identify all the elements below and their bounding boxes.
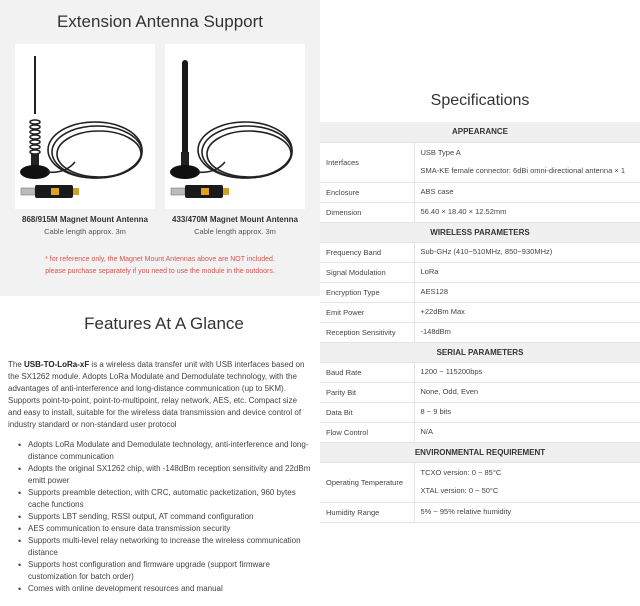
spec-value [414,362,640,382]
spec-value-line: TCXO version: 0 ~ 85°C [420,468,502,477]
table-row [320,382,640,402]
antenna-image-433 [165,44,305,209]
antenna-name: 868/915M Magnet Mount Antenna [22,215,148,224]
features-title: Features At A Glance [84,314,244,333]
spec-value [414,422,640,442]
spec-value-line: None, Odd, Even [420,387,479,396]
spec-section-header [320,122,640,142]
spec-key: Humidity Range [320,502,414,522]
spec-key: Reception Sensitivity [320,322,414,342]
spec-value [414,402,640,422]
spec-value-line: N/A [420,427,434,436]
spec-value-line: USB Type A [420,148,461,157]
spec-value [414,262,640,282]
spec-value-line: 56.40 × 18.40 × 12.52mm [420,207,507,216]
table-row [320,362,640,382]
specs-title: Specifications [430,92,530,109]
spec-value-line: ABS case [420,187,454,196]
antenna-card-868 [15,44,155,209]
spec-value-line: AES128 [420,287,449,296]
specs-table [320,122,640,523]
antenna-name: 433/470M Magnet Mount Antenna [172,215,298,224]
spec-section-header [320,442,640,462]
list-item: • Supports preamble detection, with CRC, automatic packetization, 960 bytes cache functions [20,487,320,511]
list-item: • Supports multi-level relay networking to increase the wireless communication distance [20,535,320,559]
antenna-caption-433 [165,215,305,236]
table-row [320,502,640,522]
spec-key: Emit Power [320,302,414,322]
spec-key: Encryption Type [320,282,414,302]
spec-value [414,502,640,522]
spec-section-title: ENVIRONMENTAL REQUIREMENT [320,442,640,462]
spec-value [414,242,640,262]
product-name: USB-TO-LoRa-xF [24,360,90,369]
spec-value [414,382,640,402]
note-line: please purchase separately if you need to use the module in the outdoors. [45,268,275,275]
spec-value-line: +22dBm Max [420,307,465,316]
antenna-cards [0,44,320,209]
table-row [320,302,640,322]
table-row [320,422,640,442]
antenna-card-433 [165,44,305,209]
list-item: • Supports host configuration and firmware upgrade (support firmware customization for batch order) [20,559,320,583]
antenna-captions [0,215,320,236]
spec-key: Interfaces [320,142,414,182]
antenna-note [0,254,320,278]
table-row [320,182,640,202]
spec-value [414,302,640,322]
spec-section-header [320,222,640,242]
list-item: • AES communication to ensure data transmission security [20,523,320,535]
list-item: • Adopts the original SX1262 chip, with -148dBm reception sensitivity and 22dBm emitt power [20,463,320,487]
spec-value [414,202,640,222]
spec-key: Signal Modulation [320,262,414,282]
spec-key: Frequency Band [320,242,414,262]
table-row [320,142,640,182]
spec-value-line: 1200 ~ 115200bps [420,367,483,376]
list-item: • Supports LBT sending, RSSI output, AT command configuration [20,511,320,523]
spec-key: Dimension [320,202,414,222]
spec-value-line: XTAL version: 0 ~ 50°C [420,486,499,495]
table-row [320,262,640,282]
table-row [320,282,640,302]
spec-key: Baud Rate [320,362,414,382]
spec-value [414,462,640,502]
table-row [320,462,640,502]
spec-value-line: 5% ~ 95% relative humidity [420,507,512,516]
table-row [320,202,640,222]
spec-key: Enclosure [320,182,414,202]
features-intro [8,359,320,431]
spec-value [414,282,640,302]
spec-section-title: WIRELESS PARAMETERS [320,222,640,242]
spec-value-line: SMA-KE female connector: 6dBi omni-directional antenna × 1 [420,166,625,175]
spec-section-title: SERIAL PARAMETERS [320,342,640,362]
intro-text: is a wireless data transfer unit with USB interfaces based on the SX1262 module. Adopts LoRa Modulate and Demodulate technology, with the advantages of anti-interference and long-distance communication (up to 5KM). Supports point-to-point, point-to-multipoint, relay network, AES, etc. Compact size and easy to install, suitable for the wireless data transmission and device control of industry standard or non-standard user protocol [8,360,305,429]
spec-key: Data Bit [320,402,414,422]
table-row [320,322,640,342]
spec-value-line: -148dBm [420,327,451,336]
list-item: • Adopts LoRa Modulate and Demodulate technology, anti-interference and long-distance communication [20,439,320,463]
features-list [8,439,320,595]
spec-section-header [320,342,640,362]
spec-key: Flow Control [320,422,414,442]
note-line: * for reference only, the Magnet Mount Antennas above are NOT included. [45,256,275,263]
spec-key: Operating Temperature [320,462,414,502]
antenna-caption-868 [15,215,155,236]
spec-value [414,182,640,202]
table-row [320,402,640,422]
spec-value-line: 8 ~ 9 bits [420,407,452,416]
antenna-cable: Cable length approx. 3m [194,227,276,236]
features-section [0,314,320,595]
list-item: • Comes with online development resources and manual [20,583,320,595]
spec-section-title: APPEARANCE [320,122,640,142]
spec-value [414,142,640,182]
spec-value-line: LoRa [420,267,439,276]
spec-value-line: Sub-GHz (410~510MHz, 850~930MHz) [420,247,553,256]
intro-prefix: The [8,360,25,369]
antenna-cable: Cable length approx. 3m [44,227,126,236]
spec-key: Parity Bit [320,382,414,402]
antenna-image-868 [15,44,155,209]
spec-value [414,322,640,342]
table-row [320,242,640,262]
antenna-section [0,0,320,296]
right-column [320,0,640,606]
antenna-title: Extension Antenna Support [56,12,264,31]
